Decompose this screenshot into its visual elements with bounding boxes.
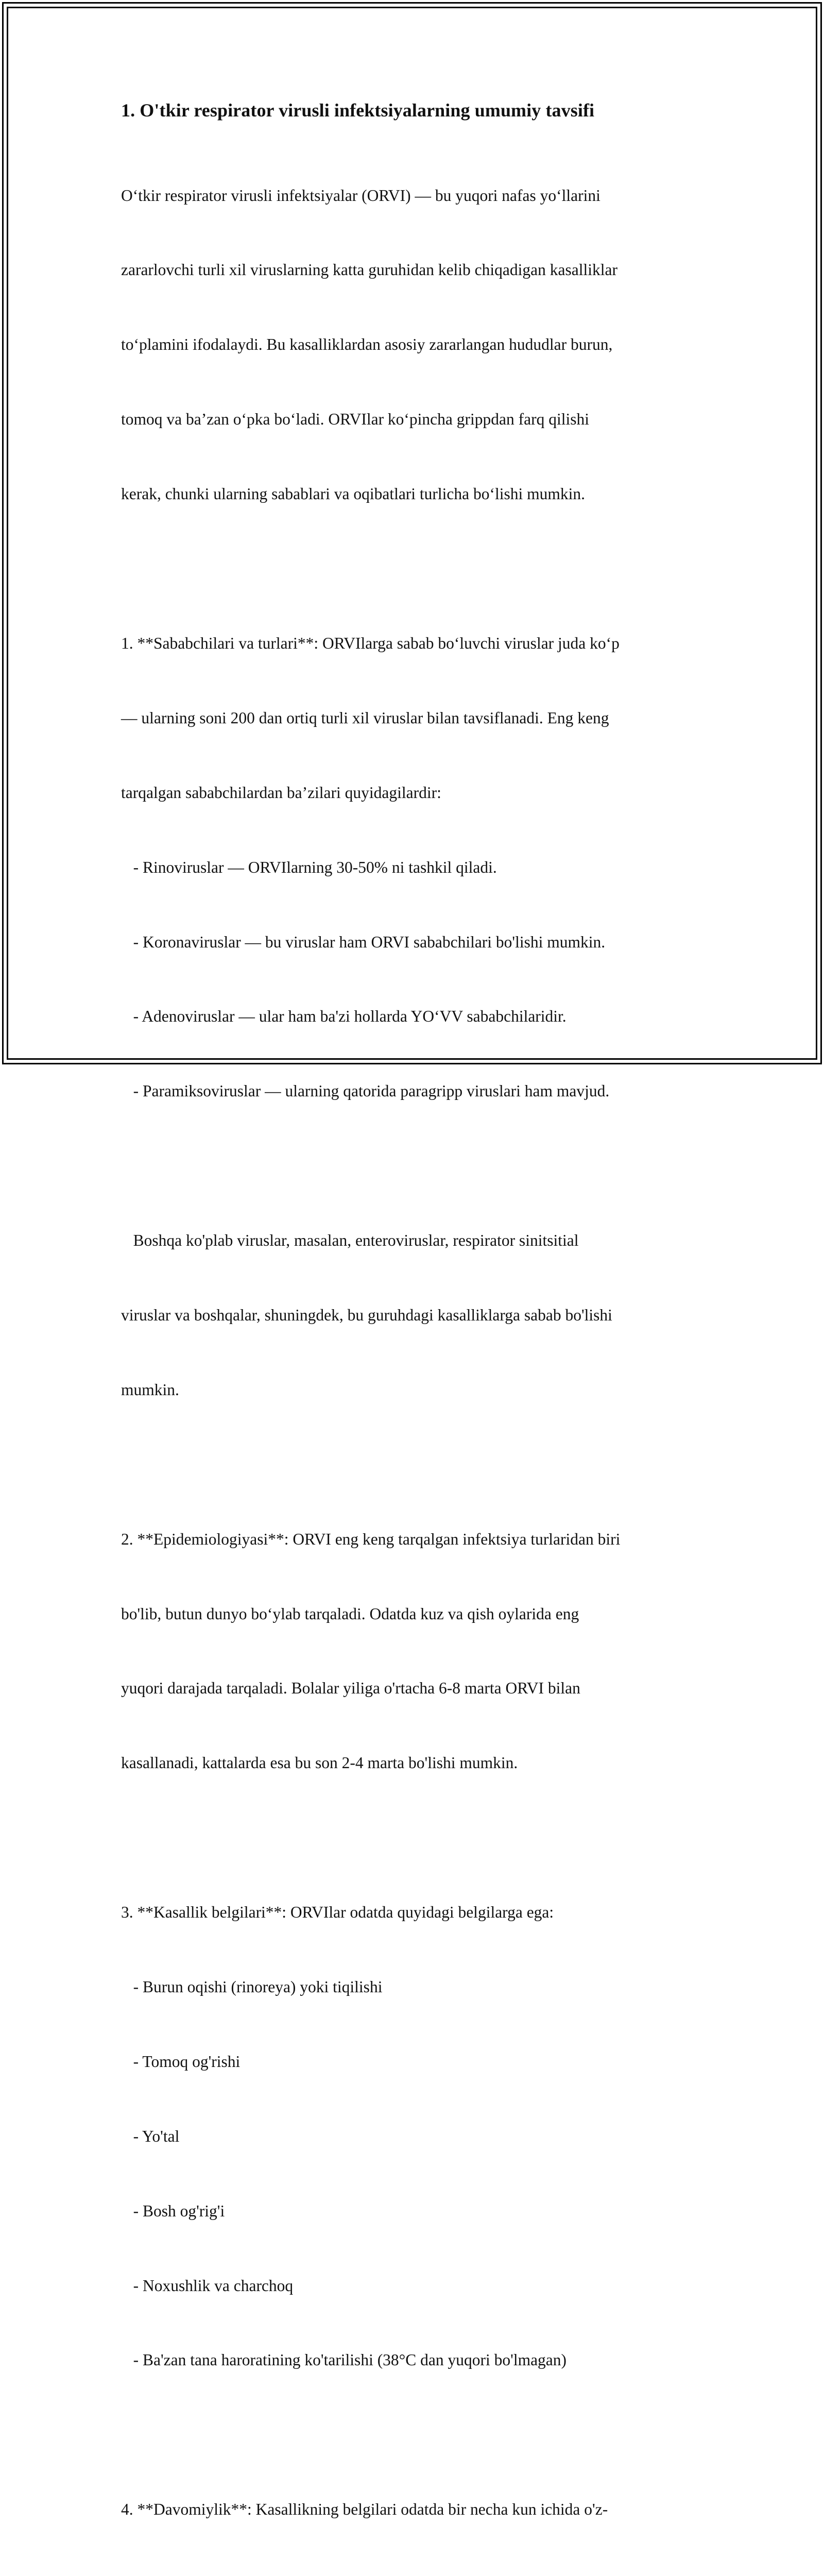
spacer	[121, 2422, 718, 2447]
list-item: - Paramiksoviruslar — ularning qatorida paragripp viruslari ham mavjud.	[121, 1082, 610, 1100]
text-line	[121, 2572, 718, 2576]
text-line: to‘plamini ifodalaydi. Bu kasalliklardan asosiy zararlangan hududlar burun,	[121, 335, 613, 354]
list-item: - Burun oqishi (rinoreya) yoki tiqilishi	[121, 1977, 383, 1996]
section-causes	[121, 581, 718, 1154]
text-line: tomoq va ba’zan o‘pka bo‘ladi. ORVIlar ko‘pincha grippdan farq qilishi	[121, 410, 589, 429]
text-line: O‘tkir respirator virusli infektsiyalar (ORVI) — bu yuqori nafas yo‘llarini	[121, 186, 600, 205]
text-line: 1. **Sababchilari va turlari**: ORVIlarga sabab bo‘luvchi viruslar juda ko‘p	[121, 634, 620, 652]
text-line: 3. **Kasallik belgilari**: ORVIlar odatda quyidagi belgilarga ega:	[121, 1903, 554, 1922]
text-line: mumkin.	[121, 1380, 179, 1399]
spacer	[121, 1452, 718, 1477]
list-item: - Adenoviruslar — ular ham ba'zi hollarda YO‘VV sababchilaridir.	[121, 1007, 566, 1026]
text-line: — ularning soni 200 dan ortiq turli xil viruslar bilan tavsiflanadi. Eng keng	[121, 708, 609, 727]
document-body	[121, 95, 718, 2576]
list-item: - Bosh og'rig'i	[121, 2201, 225, 2220]
text-line: kerak, chunki ularning sabablari va oqibatlari turlicha bo‘lishi mumkin.	[121, 485, 586, 503]
section-epidemiology	[121, 1477, 718, 1825]
list-item: - Tomoq og'rishi	[121, 2052, 241, 2071]
text-line: yuqori darajada tarqaladi. Bolalar yiliga o'rtacha 6-8 marta ORVI bilan	[121, 1679, 580, 1698]
section-duration	[121, 2448, 718, 2576]
text-line: Boshqa ko'plab viruslar, masalan, enteroviruslar, respirator sinitsitial	[121, 1231, 579, 1250]
spacer	[121, 1825, 718, 1850]
list-item: - Yo'tal	[121, 2127, 180, 2145]
text-line: kasallanadi, kattalarda esa bu son 2-4 marta bo'lishi mumkin.	[121, 1754, 518, 1772]
spacer	[121, 556, 718, 581]
section-symptoms	[121, 1850, 718, 2422]
text-line: bo'lib, butun dunyo bo‘ylab tarqaladi. Odatda kuz va qish oylarida eng	[121, 1604, 579, 1623]
text-line: viruslar va boshqalar, shuningdek, bu guruhdagi kasalliklarga sabab bo'lishi	[121, 1306, 612, 1324]
intro-paragraph	[121, 133, 718, 556]
section-other-viruses	[121, 1178, 718, 1452]
spacer	[121, 1154, 718, 1178]
page-title: 1. O'tkir respirator virusli infektsiyalarning umumiy tavsifi	[121, 100, 595, 121]
text-line: 2. **Epidemiologiyasi**: ORVI eng keng tarqalgan infektsiya turlaridan biri	[121, 1530, 621, 1548]
text-line: tarqalgan sababchilardan ba’zilari quyidagilardir:	[121, 783, 441, 802]
list-item: - Ba'zan tana haroratining ko'tarilishi (38°C dan yuqori bo'lmagan)	[121, 2351, 567, 2369]
list-item: - Noxushlik va charchoq	[121, 2276, 294, 2295]
text-line: zararlovchi turli xil viruslarning katta guruhidan kelib chiqadigan kasalliklar	[121, 261, 617, 279]
list-item: - Koronaviruslar — bu viruslar ham ORVI sababchilari bo'lishi mumkin.	[121, 933, 606, 951]
text-line: 4. **Davomiylik**: Kasallikning belgilari odatda bir necha kun ichida o'z-	[121, 2500, 608, 2519]
list-item: - Rinoviruslar — ORVIlarning 30-50% ni tashkil qiladi.	[121, 858, 497, 876]
